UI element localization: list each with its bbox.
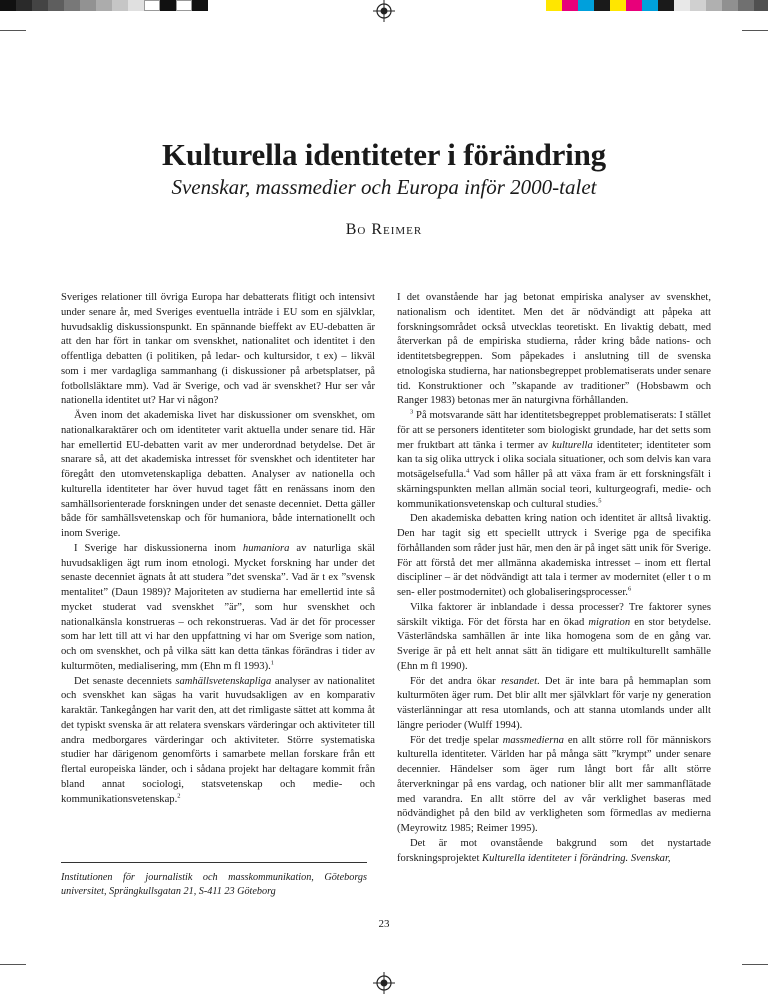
body-paragraph [397,512,711,601]
right-text-column [397,291,711,866]
footnote-reference: 1 [270,659,275,667]
trim-mark [0,964,26,965]
color-swatch [754,0,768,11]
color-swatch [144,0,160,11]
trim-mark [742,30,768,31]
color-swatch [160,0,176,11]
page-number: 23 [378,918,390,930]
text-run: en stor betydelse. Västerländska samhällen är inte lika homogena som de en gång var. Sverige är på ett helt annat sätt än tidigare ett multikulturellt samhälle (Ehn m fl 1990). [397,616,711,672]
color-swatch [128,0,144,11]
color-swatch [594,0,610,11]
text-run: av naturliga skäl huvudsakligen ägt rum inom etnologi. Mycket forskning har under det senaste decenniet ägnats åt att studera ”det svenska”. Vad är t ex ”svensk mentalitet” (Daun 1989)? Majoriteten av studierna har emellertid inte så mycket studerat vad svenskhet ”är”, som hur svenskhet och nationalkänsla konstrueras – och rekonstrueras. Vad är det för processer som har lett till att vi har den uppfattning vi har om Sverige som nation, och om svenskhet, och på vilka sätt kan detta tänkas förändras i tider av kulturmöten, medialisering, mm (Ehn m fl 1993). [61,542,375,672]
emphasis: humaniora [242,542,290,554]
color-swatch [706,0,722,11]
body-paragraph [61,675,375,808]
footnote-reference: 5 [598,496,602,504]
color-swatch [690,0,706,11]
footnote-reference: 4 [466,467,470,475]
color-swatch [32,0,48,11]
text-run: Den akademiska debatten kring nation och identitet är alltså livaktig. Den har tagit sig ett speciellt uttryck i Sverige pga de specifika förhållanden som råder just här, men den är på inget sätt unik för Sverige. För att förstå det mer allmänna akademiska intresset – inom ett flertal discipliner – är det nödvändigt att tala i termer av modernitet (eller t o m sen- eller postmodernitet) och globaliseringsprocesser. [397,513,711,598]
emphasis: resandet [500,675,538,687]
footnote-reference: 3 [410,408,414,416]
body-paragraph [397,837,711,867]
footnote-reference: 2 [177,791,181,799]
color-swatch [112,0,128,11]
text-run: Det senaste decenniets [74,675,176,687]
body-paragraph: Även inom det akademiska livet har diskussioner om svenskhet, om nationalkaraktärer och om identiteter varit aktuella under senare tid. Här har emellertid EU-debatten varit av mer underordnad betydelse. Det är snarare så, att det akademiska intresset för svenskhet och identiteter har föregått den utomvetenskapliga debatten. Analyser av nationella och kulturella identiteter har över huvud taget fått en renässans inom den samhällsorienterade forskningen under det senaste decenniet. Detta gäller både för samhällsvetenskap och för humaniora, både internationellt och inom Sverige. [61,410,375,539]
text-run: identiteter; identiteter som kan ta sig olika uttryck i olika sociala situationer, och som delvis kan vara motsägelsefulla. [397,439,712,480]
emphasis: massmedierna [502,734,564,746]
article-title: Kulturella identiteter i förändring [162,137,606,172]
text-run: Vilka faktorer är inblandade i dessa processer? Tre faktorer synes särskilt viktiga. För det första har en ökad [397,601,711,628]
emphasis: kulturella [551,439,593,451]
text-run: För det andra ökar [410,675,501,687]
color-swatch [80,0,96,11]
emphasis: migration [588,616,631,628]
text-run: . Det är inte bara på hemmaplan som kulturmöten äger rum. Det blir allt mer självklart för varje ny generation västerlänningar att resa utomlands, och att stanna utomlands under allt längre perioder (Wulff 1994). [397,675,712,731]
body-paragraph [61,542,375,675]
text-run: På motsvarande sätt har identitetsbegreppet problematiserats: I stället för att se personers identiteter som biologiskt grundade, har det setts som mer fruktbart att tänka i termer av [397,410,711,451]
emphasis: samhällsvetenskapliga [175,675,272,687]
cmyk-color-bar [546,0,768,11]
color-swatch [674,0,690,11]
text-run: analyser av nationalitet och svenskhet kan sägas ha varit huvudsakligen av en komparativ karaktär. Tankegången har varit den, att det rimligaste sättet att komma åt det typiskt svenska är att relatera svenskars värderingar och aktiviteter till andra medborgares värderingar och aktiviteter. Större systematiska studier har därigenom genomförts i samarbete mellan forskare från ett flertal europeiska länder, och i sådana projekt har deltagare kommit från bland annat sociologi, statsvetenskap och medie- och kommunikationsvetenskap. [61,675,375,805]
text-run: en allt större roll för människors kulturella identiteter. Världen har på många sätt ”krympt” under senare decennier. Händelser som äger rum långt bort får allt större återverkningar på ens vardag, och nationer blir allt mer sammanflätade med varandra. En allt större del av vår verklighet baseras med nödvändighet på den bild av verkligheten som förmedlas av medierna (Meyrowitz 1985; Reimer 1995). [397,734,711,834]
body-paragraph [397,675,711,734]
trim-mark [0,30,26,31]
text-run: Vad som håller på att växa fram är ett forskningsfält i skärningspunkten mellan allmän social teori, kulturgeografi, medie- och kommunikationsvetenskap och cultural studies. [397,469,711,510]
color-swatch [192,0,208,11]
footnote-reference: 6 [627,585,632,593]
color-swatch [96,0,112,11]
registration-mark-icon [373,0,395,22]
body-paragraph: I det ovanstående har jag betonat empiriska analyser av svenskhet, nationalism och identitet. Men det är nödvändigt att påpeka att forskningsområdet också utvecklas teoretiskt. En livaktig debatt, med återverkan på de empiriska studierna, råder kring både nations- och identitetsbegreppen. Som påpekades i anslutning till de svenska etnologiska studierna, har nationsbegreppet problematiserats under senare tid. Konstruktioner och ”skapande av traditioner” (Hobsbawm och Ranger 1983) betonas mer än naturgivna förhållanden. [397,292,711,407]
color-swatch [626,0,642,11]
text-run: För det tredje spelar [410,734,503,746]
body-paragraph [397,601,711,675]
trim-mark [742,964,768,965]
text-run: Det är mot ovanstående bakgrund som det nystartade forskningsprojektet [397,837,711,864]
body-paragraph: Sveriges relationer till övriga Europa har debatterats flitigt och intensivt under senare år, med Sveriges eventuella inträde i EU som en självklar, huvudsaklig diskussionspunkt. En spännande bieffekt av EU-debatten är att den har fört in tankar om svenskhet, nationalitet och identitet i den offentliga debatten (i politiken, på ledar- och kultursidor, t ex) – likväl som i mer vardagliga sammanhang (i diskussioner på arbetsplatser, på fotbollsläktare mm). Vad är Sverige, och vad är svenskhet? Hur ser vår nationella identitet ut? Har vi någon? [61,292,375,407]
article-subtitle: Svenskar, massmedier och Europa inför 2000-talet [171,175,597,199]
body-paragraph [397,409,711,512]
color-swatch [64,0,80,11]
color-swatch [546,0,562,11]
color-swatch [16,0,32,11]
text-run: I Sverige har diskussionerna inom [74,542,243,554]
color-swatch [610,0,626,11]
color-swatch [642,0,658,11]
color-swatch [578,0,594,11]
left-text-column [61,291,375,807]
author-affiliation-footnote: Institutionen för journalistik och masskommunikation, Göteborgs universitet, Sprängkullsgatan 21, S-411 23 Göteborg [61,872,367,897]
emphasis: Kulturella identiteter i förändring. Svenskar, [482,852,671,864]
color-swatch [722,0,738,11]
registration-mark-icon [373,972,395,994]
author-name: Bo Reimer [345,221,423,238]
color-swatch [176,0,192,11]
color-swatch [562,0,578,11]
color-swatch [48,0,64,11]
grayscale-color-bar [0,0,208,11]
footnote-divider [61,862,367,863]
color-swatch [738,0,754,11]
body-paragraph [397,734,711,837]
color-swatch [658,0,674,11]
color-swatch [0,0,16,11]
